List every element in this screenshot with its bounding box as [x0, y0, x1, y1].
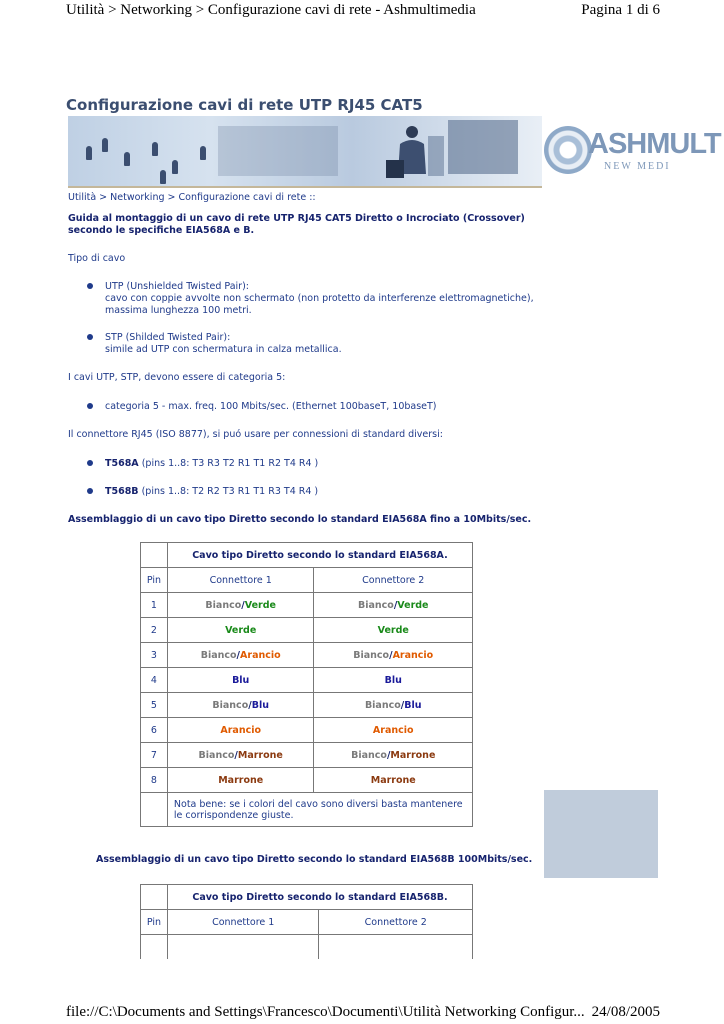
bullet-icon — [86, 486, 96, 496]
wire-color: Verde — [244, 599, 276, 611]
connector-1-color — [167, 668, 314, 693]
col-header-pin: Pin — [141, 910, 168, 935]
col-header-connector-1: Connettore 1 — [167, 910, 319, 935]
list-item-stp — [105, 332, 342, 356]
table-row — [141, 668, 473, 693]
table-note — [167, 793, 472, 827]
connector-1-color — [167, 618, 314, 643]
wire-color: Marrone — [218, 774, 264, 786]
connector-1-color — [167, 593, 314, 618]
eia568b-table — [140, 884, 473, 959]
pin-number: 5 — [141, 693, 168, 718]
color-separator: / — [393, 599, 398, 611]
header-banner-image — [68, 116, 542, 186]
bullet-icon — [86, 401, 96, 411]
color-separator: / — [248, 699, 252, 711]
ashmultimedia-logo — [544, 126, 721, 178]
person-at-computer-icon — [386, 124, 434, 182]
connector-1-color — [167, 743, 314, 768]
section-b-title: Assemblaggio di un cavo tipo Diretto secondo lo standard EIA568B 100Mbits/sec. — [96, 854, 533, 865]
color-separator: / — [241, 599, 245, 611]
connector-1-color — [167, 718, 314, 743]
table-row — [141, 593, 473, 618]
category-text: I cavi UTP, STP, devono essere di categoria 5: — [68, 372, 286, 383]
wire-color: Arancio — [240, 649, 281, 661]
color-separator: / — [386, 749, 391, 761]
stp-title: STP (Shilded Twisted Pair): — [105, 332, 231, 343]
connector-2-color — [314, 593, 473, 618]
connector-2-color — [314, 618, 473, 643]
table-caption-row — [141, 885, 473, 910]
col-header-connector-1: Connettore 1 — [167, 568, 314, 593]
standard-pins: (pins 1..8: T2 R2 T3 R1 T1 R3 T4 R4 ) — [141, 486, 319, 497]
table-caption: Cavo tipo Diretto secondo lo standard EIA568B. — [167, 885, 472, 910]
pin-number: 6 — [141, 718, 168, 743]
pin-number: 2 — [141, 618, 168, 643]
wire-color: Bianco — [351, 749, 387, 761]
connector-2-color — [314, 768, 473, 793]
table-row — [141, 935, 473, 960]
standard-item-t568b — [105, 486, 318, 498]
eia568a-table — [140, 542, 473, 827]
print-header-title: Utilità > Networking > Configurazione cavi di rete - Ashmultimedia — [66, 2, 476, 18]
standard-name: T568A — [105, 458, 139, 469]
wire-color: Verde — [377, 624, 409, 636]
logo-subtitle: NEW MEDI — [604, 161, 671, 172]
table-row — [141, 618, 473, 643]
connector-text: Il connettore RJ45 (ISO 8877), si puó usare per connessioni di standard diversi: — [68, 429, 443, 440]
color-separator: / — [236, 649, 241, 661]
print-footer-path: file://C:\Documents and Settings\Francesco\Documenti\Utilità Networking Configur... — [66, 1004, 585, 1020]
pin-number: 1 — [141, 593, 168, 618]
connector-1-color — [167, 693, 314, 718]
wire-color: Bianco — [357, 599, 394, 611]
print-footer-date: 24/08/2005 — [591, 1004, 660, 1020]
wire-color: Bianco — [200, 649, 237, 661]
table-header-row — [141, 910, 473, 935]
table-header-row — [141, 568, 473, 593]
table-note-empty-cell — [141, 793, 168, 827]
wire-color: Marrone — [370, 774, 416, 786]
standard-name: T568B — [105, 486, 139, 497]
pin-number: 4 — [141, 668, 168, 693]
standard-item-t568a — [105, 458, 318, 470]
table-caption: Cavo tipo Diretto secondo lo standard EIA568A. — [167, 543, 472, 568]
banner-divider — [68, 186, 542, 188]
utp-desc-2: massima lunghezza 100 metri. — [105, 305, 252, 316]
utp-title: UTP (Unshielded Twisted Pair): — [105, 281, 249, 292]
table-row — [141, 693, 473, 718]
wire-color: Blu — [251, 699, 269, 711]
sidebar-placeholder-box — [544, 790, 658, 878]
wire-color: Verde — [397, 599, 429, 611]
col-header-connector-2: Connettore 2 — [319, 910, 473, 935]
wire-color: Arancio — [220, 724, 262, 736]
wire-color: Blu — [232, 674, 250, 686]
table-row — [141, 768, 473, 793]
intro-line-2: secondo le specifiche EIA568A e B. — [68, 225, 255, 236]
color-separator: / — [400, 699, 405, 711]
bullet-icon — [86, 281, 96, 291]
section-a-title: Assemblaggio di un cavo tipo Diretto secondo lo standard EIA568A fino a 10Mbits/sec. — [68, 514, 532, 525]
connector-2-color — [314, 718, 473, 743]
wire-color: Bianco — [198, 749, 235, 761]
color-separator: / — [234, 749, 238, 761]
intro-line-1: Guida al montaggio di un cavo di rete UTP RJ45 CAT5 Diretto o Incrociato (Crossover) — [68, 213, 525, 224]
page-title: Configurazione cavi di rete UTP RJ45 CAT5 — [66, 96, 423, 114]
breadcrumb[interactable]: Utilità > Networking > Configurazione cavi di rete :: — [68, 192, 316, 203]
print-footer — [66, 1004, 658, 1022]
color-separator: / — [389, 649, 393, 661]
table-note-row — [141, 793, 473, 827]
wire-color: Marrone — [390, 749, 436, 761]
wire-color: Arancio — [392, 649, 434, 661]
table-caption-row — [141, 543, 473, 568]
col-header-connector-2: Connettore 2 — [314, 568, 473, 593]
wire-color: Bianco — [212, 699, 249, 711]
wire-color: Arancio — [372, 724, 414, 736]
connector-2-color — [314, 693, 473, 718]
wire-color: Blu — [404, 699, 422, 711]
disc-icon — [544, 126, 592, 174]
table-row — [141, 743, 473, 768]
connector-2-color — [314, 668, 473, 693]
category-item: categoria 5 - max. freq. 100 Mbits/sec. (Ethernet 100baseT, 10baseT) — [105, 401, 437, 412]
pin-number: 8 — [141, 768, 168, 793]
utp-desc-1: cavo con coppie avvolte non schermato (non protetto da interferenze elettromagnetiche), — [105, 293, 534, 304]
note-line-1: Nota bene: se i colori del cavo sono diversi basta mantenere — [173, 798, 463, 810]
standard-pins: (pins 1..8: T3 R3 T2 R1 T1 R2 T4 R4 ) — [141, 458, 319, 469]
wire-color: Marrone — [237, 749, 283, 761]
wire-color: Verde — [225, 624, 257, 636]
list-item-utp — [105, 281, 534, 317]
wire-color: Blu — [384, 674, 402, 686]
wire-color: Bianco — [364, 699, 401, 711]
wire-color: Bianco — [353, 649, 390, 661]
stp-desc: simile ad UTP con schermatura in calza metallica. — [105, 344, 342, 355]
logo-name: ASHMULT — [588, 128, 721, 160]
connector-2-color — [314, 743, 473, 768]
table-row — [141, 643, 473, 668]
connector-2-color — [314, 643, 473, 668]
connector-1-color — [167, 643, 314, 668]
bullet-icon — [86, 458, 96, 468]
col-header-pin: Pin — [141, 568, 168, 593]
print-header — [66, 2, 658, 24]
connector-1-color — [167, 768, 314, 793]
table-corner-cell — [141, 543, 168, 568]
cable-type-label: Tipo di cavo — [68, 253, 126, 264]
wire-color: Bianco — [205, 599, 242, 611]
bullet-icon — [86, 332, 96, 342]
pin-number: 7 — [141, 743, 168, 768]
note-line-2: le corrispondenze giuste. — [173, 809, 294, 821]
table-row — [141, 718, 473, 743]
table-corner-cell — [141, 885, 168, 910]
print-header-page: Pagina 1 di 6 — [581, 2, 660, 18]
pin-number: 3 — [141, 643, 168, 668]
